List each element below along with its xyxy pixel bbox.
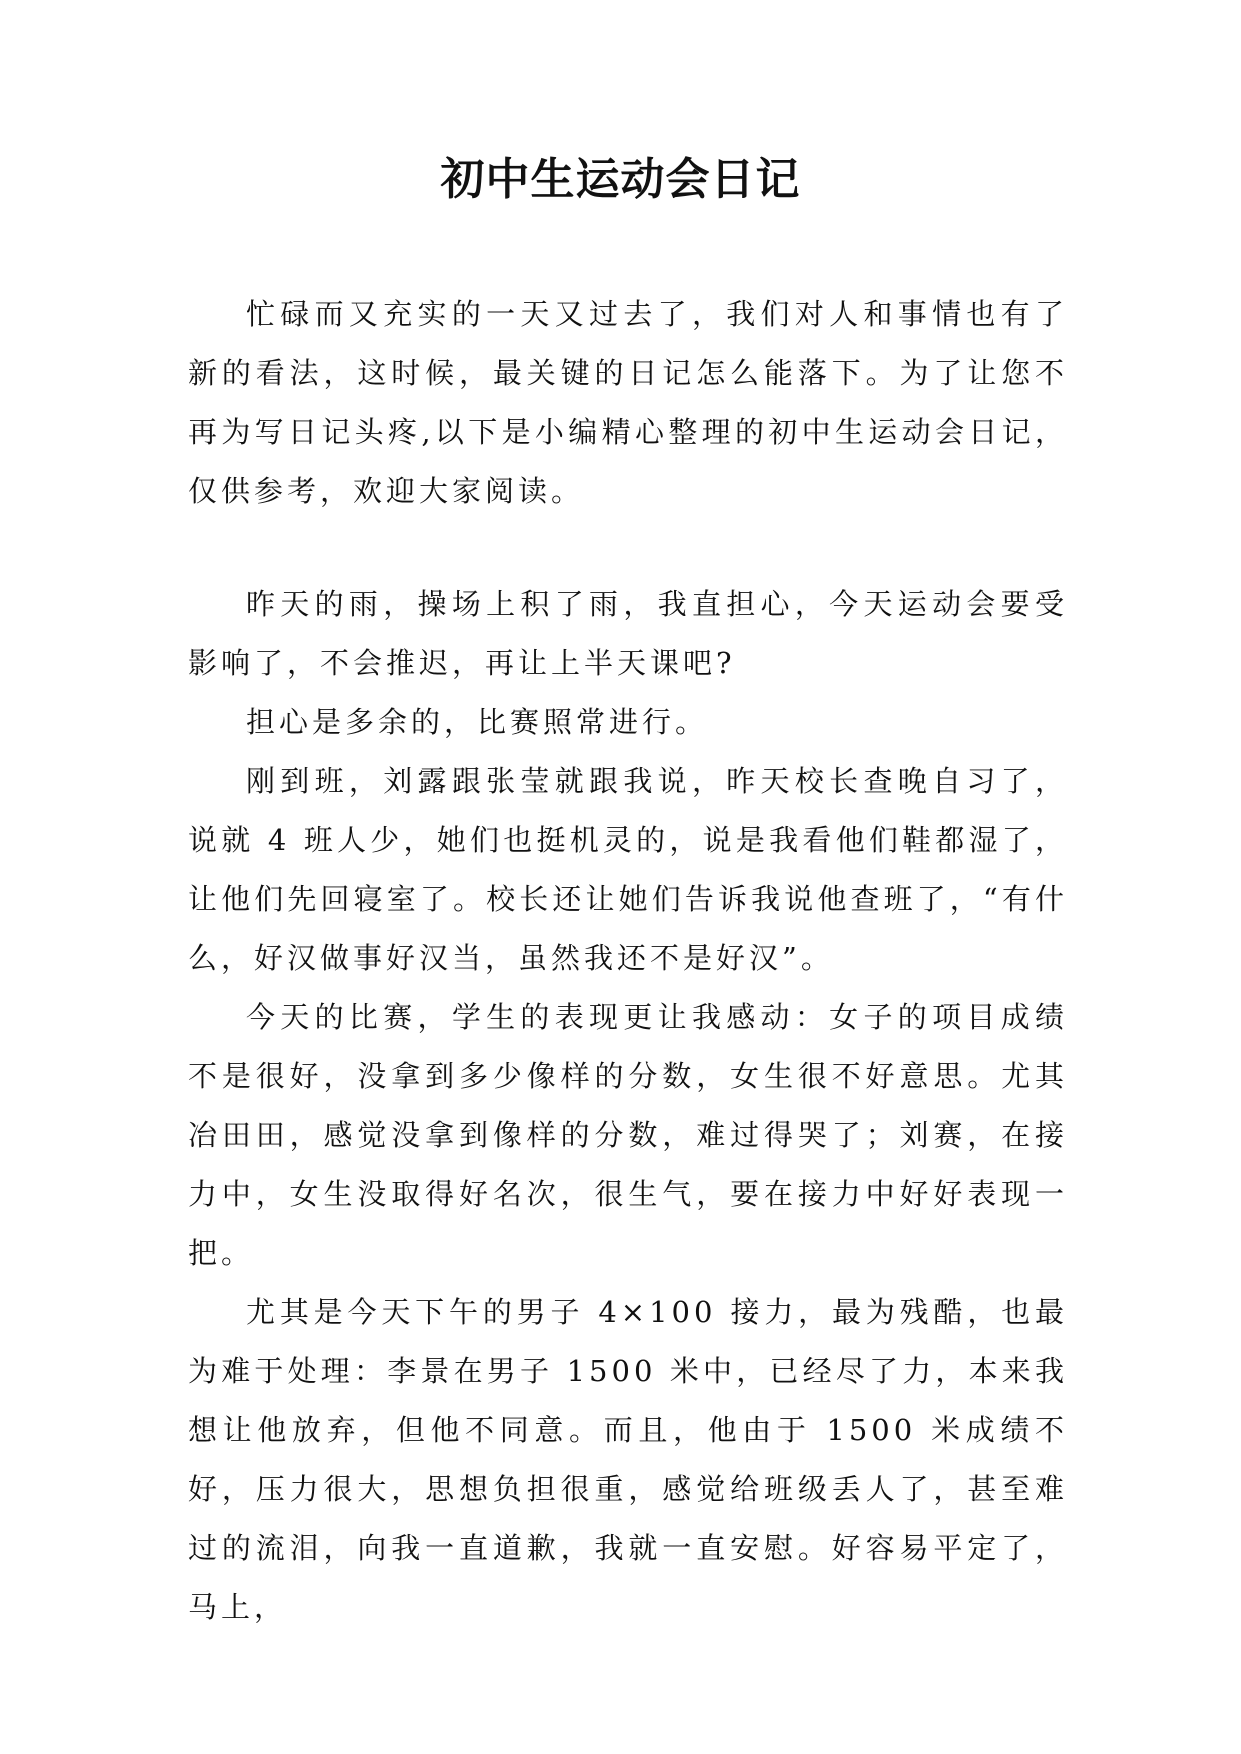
body-paragraph-5: 尤其是今天下午的男子 4×100 接力，最为残酷，也最为难于处理：李景在男子 1500 米中，已经尽了力，本来我想让他放弃，但他不同意。而且，他由于 1500 米成绩不好，压力很大，思想负担很重，感觉给班级丢人了，甚至难过的流泪，向我一直道歉，我就一直安慰。好容易平定了，马上，	[188, 1295, 1068, 1624]
intro-section	[188, 285, 1068, 521]
body-paragraph-4: 今天的比赛，学生的表现更让我感动：女子的项目成绩不是很好，没拿到多少像样的分数，女生很不好意思。尤其冶田田，感觉没拿到像样的分数，难过得哭了；刘赛，在接力中，女生没取得好名次，很生气，要在接力中好好表现一把。	[188, 1000, 1068, 1270]
body-paragraph-3: 刚到班，刘露跟张莹就跟我说，昨天校长查晚自习了，说就 4 班人少，她们也挺机灵的，说是我看他们鞋都湿了，让他们先回寝室了。校长还让她们告诉我说他查班了，“有什么，好汉做事好汉当，虽然我还不是好汉”。	[188, 764, 1068, 975]
body-paragraph-1: 昨天的雨，操场上积了雨，我直担心，今天运动会要受影响了，不会推迟，再让上半天课吧?	[188, 587, 1068, 680]
diary-body	[188, 575, 1068, 1637]
intro-paragraph: 忙碌而又充实的一天又过去了，我们对人和事情也有了新的看法，这时候，最关键的日记怎么能落下。为了让您不再为写日记头疼,以下是小编精心整理的初中生运动会日记，仅供参考，欢迎大家阅读。	[188, 297, 1068, 508]
document-title: 初中生运动会日记	[440, 154, 801, 205]
body-paragraph-2: 担心是多余的，比赛照常进行。	[246, 705, 709, 739]
